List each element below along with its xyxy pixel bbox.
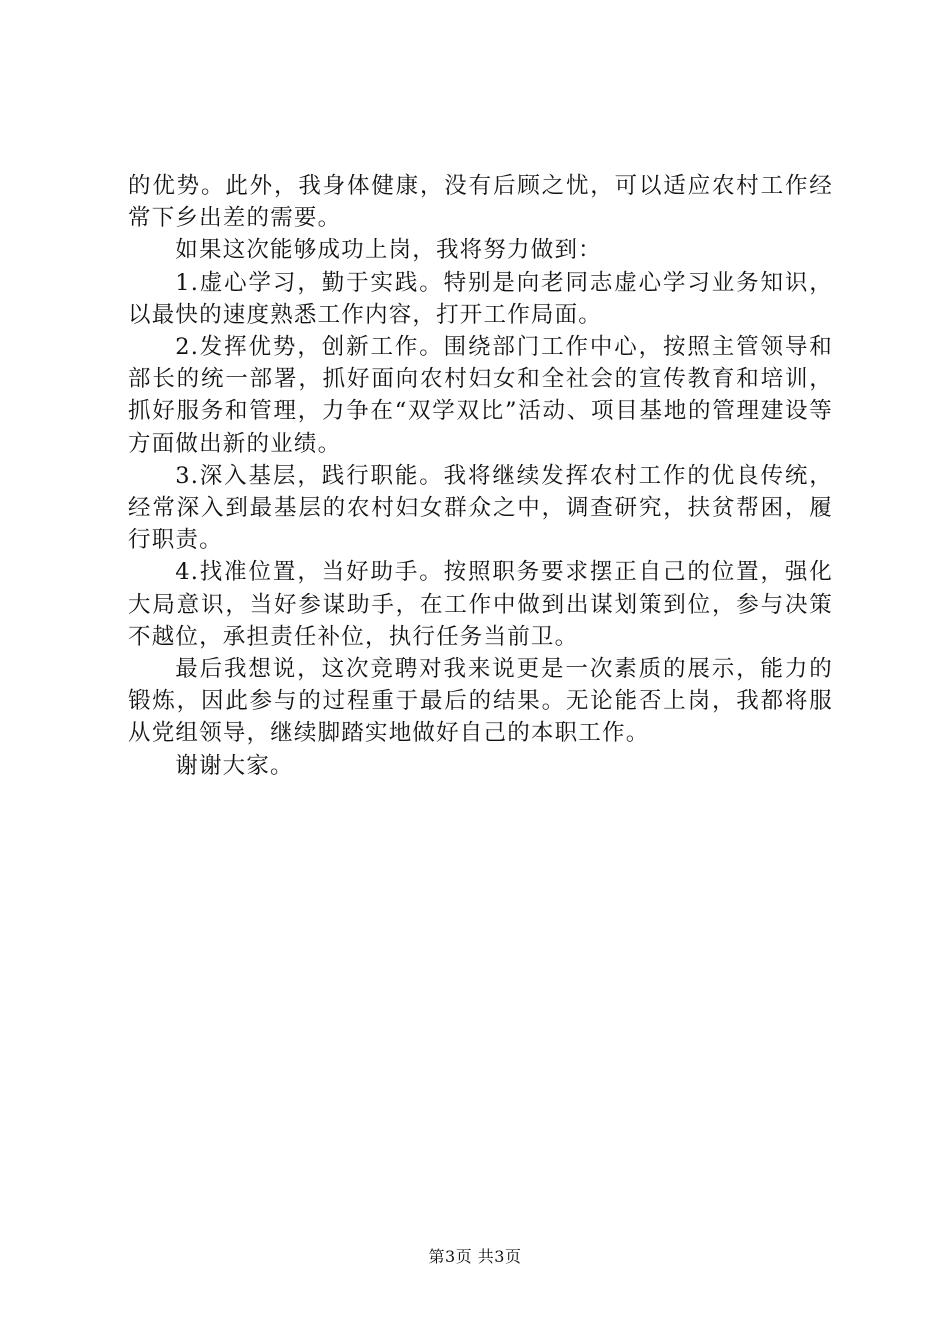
paragraph-item-4: 4.找准位置，当好助手。按照职务要求摆正自己的位置，强化大局意识，当好参谋助手，在工作中做到出谋划策到位，参与决策不越位，承担责任补位，执行任务当前卫。	[128, 559, 833, 650]
paragraph-item-3: 3.深入基层，践行职能。我将继续发挥农村工作的优良传统，经常深入到最基层的农村妇女群众之中，调查研究，扶贫帮困，履行职责。	[128, 462, 833, 554]
paragraph-thanks: 谢谢大家。	[175, 752, 294, 779]
paragraph-item-2: 2.发挥优势，创新工作。围绕部门工作中心，按照主管领导和部长的统一部署，抓好面向农村妇女和全社会的宣传教育和培训，抓好服务和管理，力争在“双学双比”活动、项目基地的管理建设等方面做出新的业绩。	[128, 334, 833, 457]
paragraph-closing: 最后我想说，这次竞聘对我来说更是一次素质的展示，能力的锻炼，因此参与的过程重于最后的结果。无论能否上岗，我都将服从党组领导，继续脚踏实地做好自己的本职工作。	[128, 656, 833, 747]
document-body	[128, 170, 833, 782]
paragraph-intro: 如果这次能够成功上岗，我将努力做到：	[175, 237, 602, 264]
page-number-footer: 第3页 共3页	[428, 1247, 522, 1266]
paragraph-continuation: 的优势。此外，我身体健康，没有后顾之忧，可以适应农村工作经常下乡出差的需要。	[128, 173, 833, 232]
paragraph-item-1: 1.虚心学习，勤于实践。特别是向老同志虚心学习业务知识，以最快的速度熟悉工作内容，打开工作局面。	[128, 269, 833, 328]
